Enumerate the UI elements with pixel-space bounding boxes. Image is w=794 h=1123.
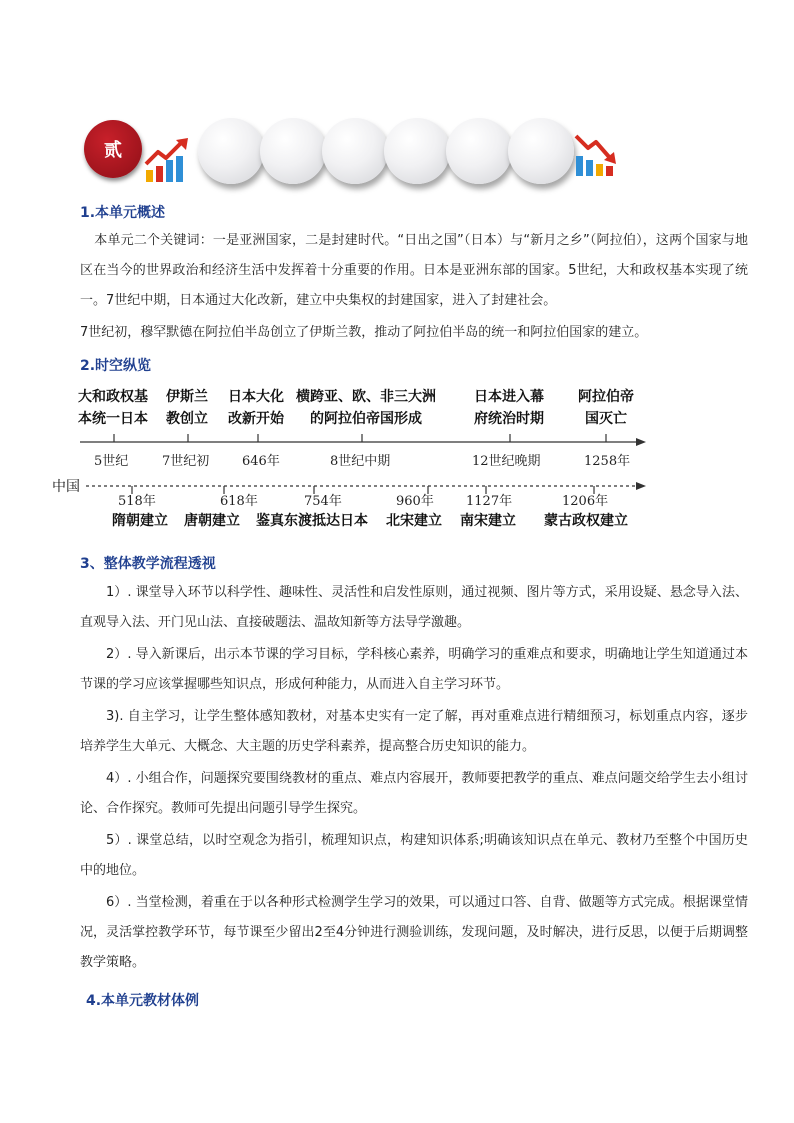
timeline-china-date: 1127年 (466, 494, 513, 509)
decor-circle (384, 118, 450, 184)
teaching-flow-paragraph: 4）. 小组合作，问题探究要围绕教材的重点、难点内容展开，教师要把教学的重点、难点问题交给学生去小组讨论、合作探究。教师可先提出问题引导学生探究。 (80, 771, 748, 816)
timeline-china-event: 隋朝建立 (112, 513, 168, 529)
teaching-flow-paragraph: 1）. 课堂导入环节以科学性、趣味性、灵活性和启发性原则，通过视频、图片等方式，采用设疑、悬念导入法、直观导入法、开门见山法、直接破题法、温故知新等方法导学激趣。 (80, 585, 748, 630)
timeline-world-event: 日本进入幕 府统治时期 (474, 389, 544, 427)
decor-circle (508, 118, 574, 184)
teaching-flow-paragraph: 5）. 课堂总结，以时空观念为指引，梳理知识点，构建知识体系;明确该知识点在单元、教材乃至整个中国历史中的地位。 (80, 833, 748, 878)
timeline-world-date: 8世纪中期 (330, 454, 391, 469)
overview-paragraph: 7世纪初，穆罕默德在阿拉伯半岛创立了伊斯兰教，推动了阿拉伯半岛的统一和阿拉伯国家的建立。 (80, 325, 648, 340)
timeline (50, 380, 660, 540)
section-heading-overview: 1.本单元概述 (80, 205, 166, 221)
decor-circle (322, 118, 388, 184)
timeline-world-event: 横跨亚、欧、非三大洲 的阿拉伯帝国形成 (296, 389, 436, 427)
timeline-china-date: 1206年 (562, 494, 609, 509)
chart-down-icon (574, 132, 618, 186)
timeline-china-date: 960年 (396, 494, 434, 509)
timeline-world-date: 5世纪 (94, 454, 129, 469)
number-badge: 贰 (84, 120, 142, 178)
section-heading-timeline: 2.时空纵览 (80, 358, 152, 374)
timeline-china-date: 518年 (118, 494, 156, 509)
overview-paragraph: 本单元二个关键词：一是亚洲国家，二是封建时代。“日出之国”（日本）与“新月之乡”（阿拉伯），这两个国家与地区在当今的世界政治和经济生活中发挥着十分重要的作用。日本是亚洲东部的国家。5世纪，大和政权基本实现了统一。7世纪中期，日本通过大化改新，建立中央集权的封建国家，进入了封建社会。 (80, 233, 748, 308)
teaching-flow-paragraph: 6）. 当堂检测，着重在于以各种形式检测学生学习的效果，可以通过口答、自背、做题等方式完成。根据课堂情况，灵活掌控教学环节，每节课至少留出2至4分钟进行测验训练，发现问题，及时解决，进行反思，以便于后期调整教学策略。 (80, 895, 748, 970)
timeline-china-event: 蒙古政权建立 (544, 513, 628, 529)
timeline-china-event: 鉴真东渡抵达日本 (256, 513, 368, 529)
timeline-china-date: 754年 (304, 494, 342, 509)
timeline-china-label: 中国 (52, 479, 80, 495)
section-heading-textbook-structure: 4.本单元教材体例 (86, 993, 200, 1009)
timeline-world-event: 阿拉伯帝 国灭亡 (578, 389, 634, 427)
teaching-flow-paragraph: 2）. 导入新课后，出示本节课的学习目标，学科核心素养，明确学习的重难点和要求，明确地让学生知道通过本节课的学习应该掌握哪些知识点，形成何种能力，从而进入自主学习环节。 (80, 647, 748, 692)
timeline-china-date: 618年 (220, 494, 258, 509)
section-heading-teaching-flow: 3、整体教学流程透视 (80, 556, 216, 572)
timeline-china-event: 南宋建立 (460, 513, 516, 529)
header-banner (84, 112, 624, 202)
timeline-world-event: 日本大化 改新开始 (228, 389, 284, 427)
timeline-world-date: 12世纪晚期 (472, 454, 541, 469)
timeline-world-date: 646年 (242, 454, 280, 469)
timeline-world-date: 7世纪初 (162, 454, 210, 469)
timeline-china-event: 唐朝建立 (184, 513, 240, 529)
timeline-china-event: 北宋建立 (386, 513, 442, 529)
decor-circle (260, 118, 326, 184)
decor-circle (446, 118, 512, 184)
timeline-world-event: 伊斯兰 教创立 (166, 389, 208, 427)
timeline-world-date: 1258年 (584, 454, 631, 469)
decor-circle (198, 118, 264, 184)
teaching-flow-paragraph: 3). 自主学习，让学生整体感知教材，对基本史实有一定了解，再对重难点进行精细预习，标划重点内容，逐步培养学生大单元、大概念、大主题的历史学科素养，提高整合历史知识的能力。 (80, 709, 748, 754)
timeline-world-event: 大和政权基 本统一日本 (78, 389, 148, 427)
chart-up-icon (144, 138, 190, 190)
